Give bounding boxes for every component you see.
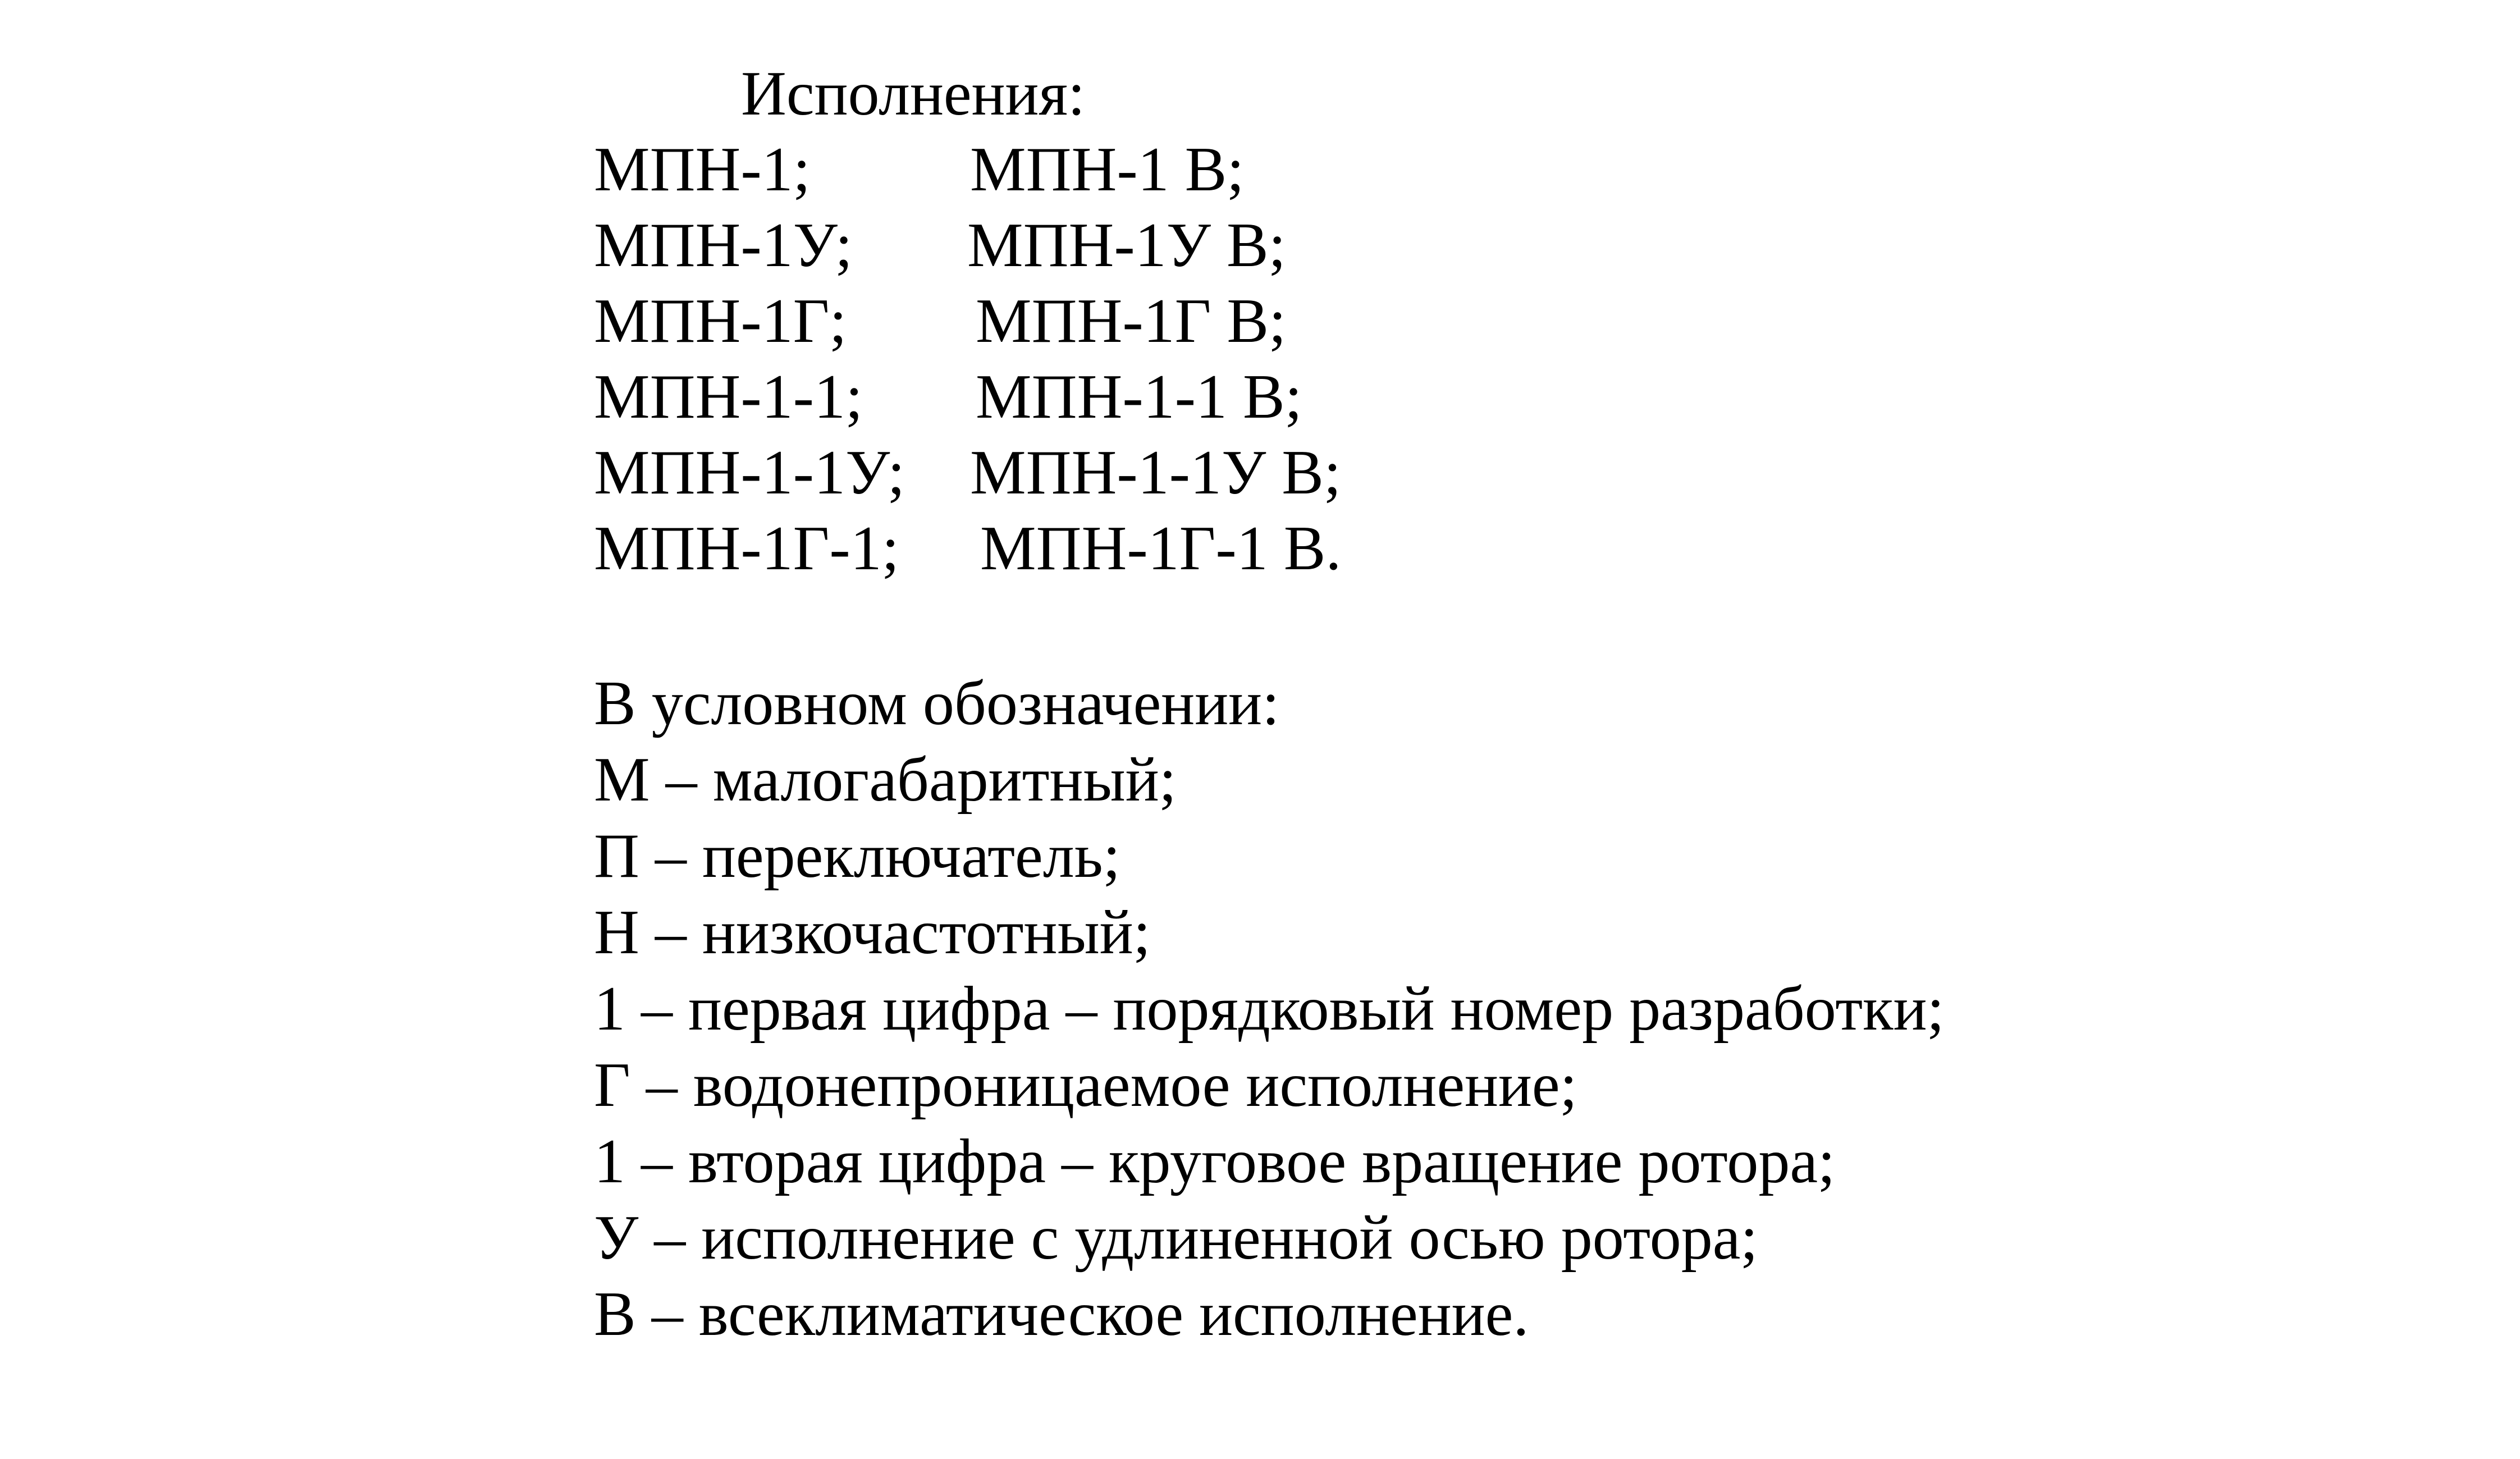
- variant-code-all-climate: МПН-1 В;: [970, 135, 1245, 204]
- legend-item: Г – водонепроницаемое исполнение;: [594, 1050, 1577, 1120]
- designation-legend: [594, 665, 1945, 1352]
- variant-code-all-climate: МПН-1Г В;: [976, 286, 1287, 356]
- variants-heading: Исполнения:: [741, 59, 1086, 129]
- legend-item: У – исполнение с удлиненной осью ротора;: [594, 1203, 1758, 1273]
- legend-item: 1 – первая цифра – порядковый номер разработки;: [594, 974, 1945, 1044]
- variant-code: МПН-1-1;: [594, 362, 863, 432]
- legend-item: М – малогабаритный;: [594, 745, 1177, 815]
- variant-code-all-climate: МПН-1У В;: [967, 211, 1286, 280]
- variant-code-all-climate: МПН-1-1У В;: [970, 438, 1342, 507]
- variant-code-all-climate: МПН-1Г-1 В.: [980, 514, 1342, 583]
- variant-code: МПН-1-1У;: [594, 438, 905, 507]
- variant-code: МПН-1;: [594, 135, 811, 204]
- legend-item: 1 – вторая цифра – круговое вращение ротора;: [594, 1127, 1836, 1196]
- variant-code: МПН-1У;: [594, 211, 853, 280]
- legend-item: П – переключатель;: [594, 821, 1120, 891]
- variant-code-all-climate: МПН-1-1 В;: [976, 362, 1302, 432]
- legend-item: Н – низкочастотный;: [594, 898, 1151, 967]
- variant-code: МПН-1Г;: [594, 286, 847, 356]
- legend-item: В – всеклиматическое исполнение.: [594, 1279, 1529, 1349]
- variant-code: МПН-1Г-1;: [594, 514, 899, 583]
- legend-title: В условном обозначении:: [594, 669, 1280, 738]
